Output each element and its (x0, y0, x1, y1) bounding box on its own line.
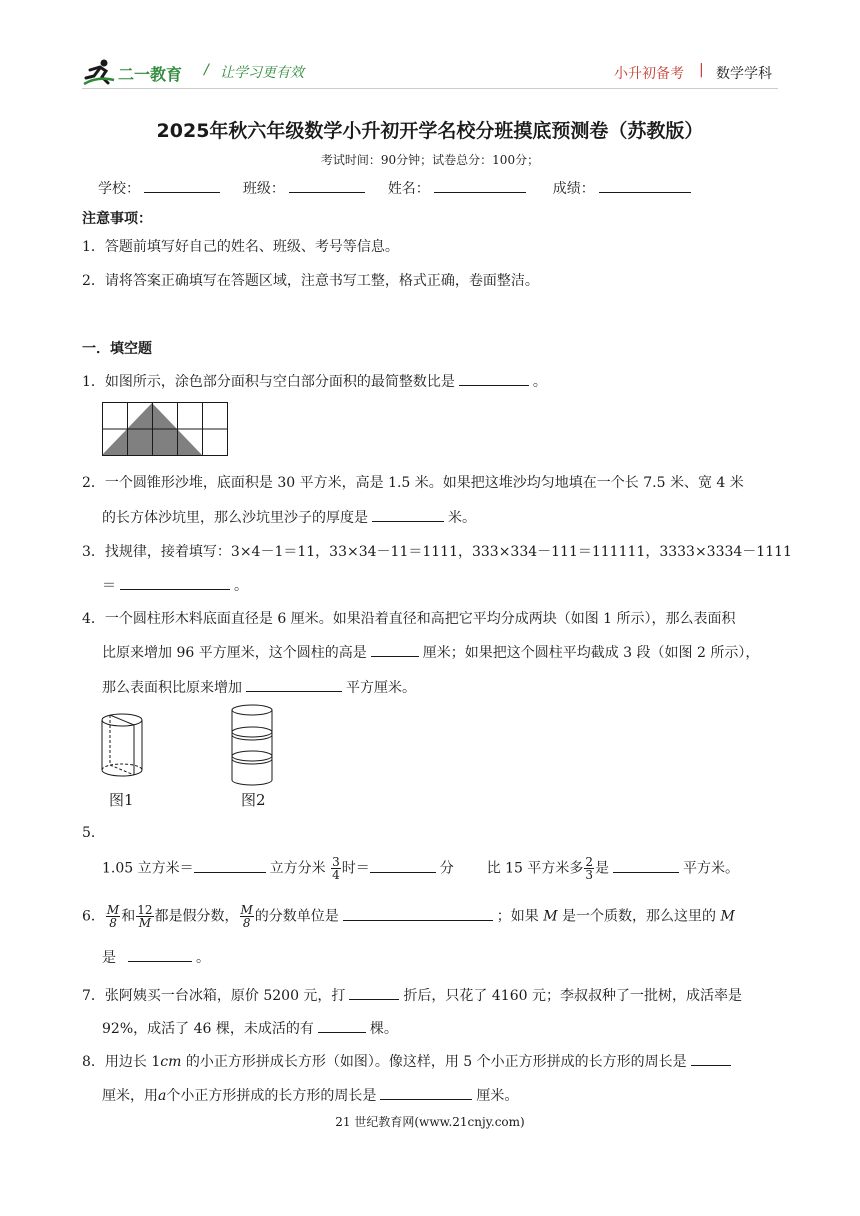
q4-blank-1[interactable] (371, 642, 419, 657)
header-separator: | (699, 62, 704, 78)
q1-text: 1．如图所示，涂色部分面积与空白部分面积的最简整数比是 (82, 374, 455, 390)
question-3-line-1: 3．找规律，接着填写：3×4－1＝11，33×34－11＝1111，333×334－111＝111111，3333×3334－1111 (82, 544, 792, 560)
question-2-line-1: 2．一个圆锥形沙堆，底面积是 30 平方米，高是 1.5 米。如果把这堆沙均匀地填在一个长 7.5 米、宽 4 米 (82, 475, 744, 491)
q4-blank-2[interactable] (246, 677, 342, 692)
q6-fraction-m-8: $\frac{M}{8}$ (106, 903, 120, 930)
question-6-line-2: 是 。 (102, 947, 210, 967)
fig1-label: 图1 (109, 791, 134, 809)
question-4-line-1: 4．一个圆柱形木料底面直径是 6 厘米。如果沿着直径和高把它平均分成两块（如图 1 所示），那么表面积 (82, 611, 736, 627)
question-1: 1．如图所示，涂色部分面积与空白部分面积的最简整数比是 。 (82, 371, 547, 391)
question-4-line-3: 那么表面积比原来增加 平方厘米。 (102, 677, 416, 697)
question-8-line-1: 8．用边长 1cm 的小正方形拼成长方形（如图）。像这样，用 5 个小正方形拼成的长方形的周长是 (82, 1051, 731, 1071)
q6-blank-2[interactable] (128, 947, 192, 962)
q6-blank-1[interactable] (343, 906, 493, 921)
q8-blank-2[interactable] (380, 1085, 472, 1100)
q7-blank-2[interactable] (318, 1018, 366, 1033)
note-item-2: 2．请将答案正确填写在答题区域，注意书写工整，格式正确，卷面整洁。 (82, 273, 539, 289)
question-3-line-2: ＝ 。 (102, 575, 248, 595)
question-6-line-1: 6． $\frac{M}{8}$ 和 $\frac{12}{M}$ 都是假分数， $\frac{M}{8}$ 的分数单位是 ；如果 M 是一个质数，那么这里的 M (82, 903, 735, 930)
q1-grid-figure (102, 402, 228, 456)
school-label: 学校： (98, 181, 140, 197)
header-rule (82, 88, 778, 89)
name-label: 姓名： (387, 181, 430, 197)
name-blank[interactable] (434, 178, 526, 193)
q2-blank[interactable] (372, 507, 444, 522)
question-8-line-2: 厘米，用a个小正方形拼成的长方形的周长是 厘米。 (102, 1085, 518, 1105)
q1-blank[interactable] (459, 371, 529, 386)
q8-blank-1[interactable] (691, 1051, 731, 1066)
header (82, 56, 778, 90)
header-category: 小升初备考 (614, 66, 684, 82)
q5-blank-2[interactable] (370, 858, 436, 873)
question-7-line-1: 7．张阿姨买一台冰箱，原价 5200 元，打 折后，只花了 4160 元；李叔叔种了一批树，成活率是 (82, 985, 742, 1005)
q5-fraction-3-4: $\frac{3}{4}$ (332, 855, 340, 882)
question-5-number: 5． (82, 825, 105, 841)
q5-blank-3[interactable] (613, 858, 679, 873)
question-4-line-2: 比原来增加 96 平方厘米，这个圆柱的高是 厘米；如果把这个圆柱平均截成 3 段（如图 2 所示）， (102, 642, 759, 662)
logo-text: 二一教育 (118, 65, 183, 84)
q4-figure-1-cylinder (100, 712, 144, 780)
q5-fraction-2-3: $\frac{2}{3}$ (585, 855, 593, 882)
note-item-1: 1．答题前填写好自己的姓名、班级、考号等信息。 (82, 239, 399, 255)
q3-blank[interactable] (120, 575, 230, 590)
header-slash: / (204, 62, 209, 78)
question-5-items: 1.05 立方米＝ 立方分米 $\frac{3}{4}$ 时＝ 分 比 15 平方米多 $\frac{2}{3}$ 是 平方米。 (102, 855, 739, 882)
school-blank[interactable] (144, 178, 220, 193)
q6-fraction-m-8-b: $\frac{M}{8}$ (240, 903, 253, 930)
score-blank[interactable] (599, 178, 691, 193)
q7-blank-1[interactable] (349, 985, 399, 1000)
q5-blank-1[interactable] (194, 858, 266, 873)
header-subject: 数学学科 (716, 66, 772, 82)
page-title: 2025年秋六年级数学小升初开学名校分班摸底预测卷（苏教版） (156, 120, 704, 142)
info-fields (98, 178, 695, 198)
section-heading: 一．填空题 (82, 341, 152, 357)
slogan: 让学习更有效 (220, 65, 304, 81)
notes-heading: 注意事项： (82, 211, 152, 227)
q4-figure-2-stacked-cylinder (230, 704, 274, 786)
runner-logo-icon (82, 58, 116, 86)
q6-fraction-12-m: $\frac{12}{M}$ (137, 903, 153, 930)
fig2-label: 图2 (241, 791, 266, 809)
page-footer: 21 世纪教育网(www.21cnjy.com) (335, 1115, 525, 1129)
score-label: 成绩： (552, 181, 595, 197)
exam-info: 考试时间：90分钟；试卷总分：100分； (320, 153, 540, 167)
class-blank[interactable] (289, 178, 365, 193)
question-7-line-2: 92%，成活了 46 棵，未成活的有 棵。 (102, 1018, 398, 1038)
class-label: 班级： (242, 181, 285, 197)
question-2-line-2: 的长方体沙坑里，那么沙坑里沙子的厚度是 米。 (102, 507, 476, 527)
